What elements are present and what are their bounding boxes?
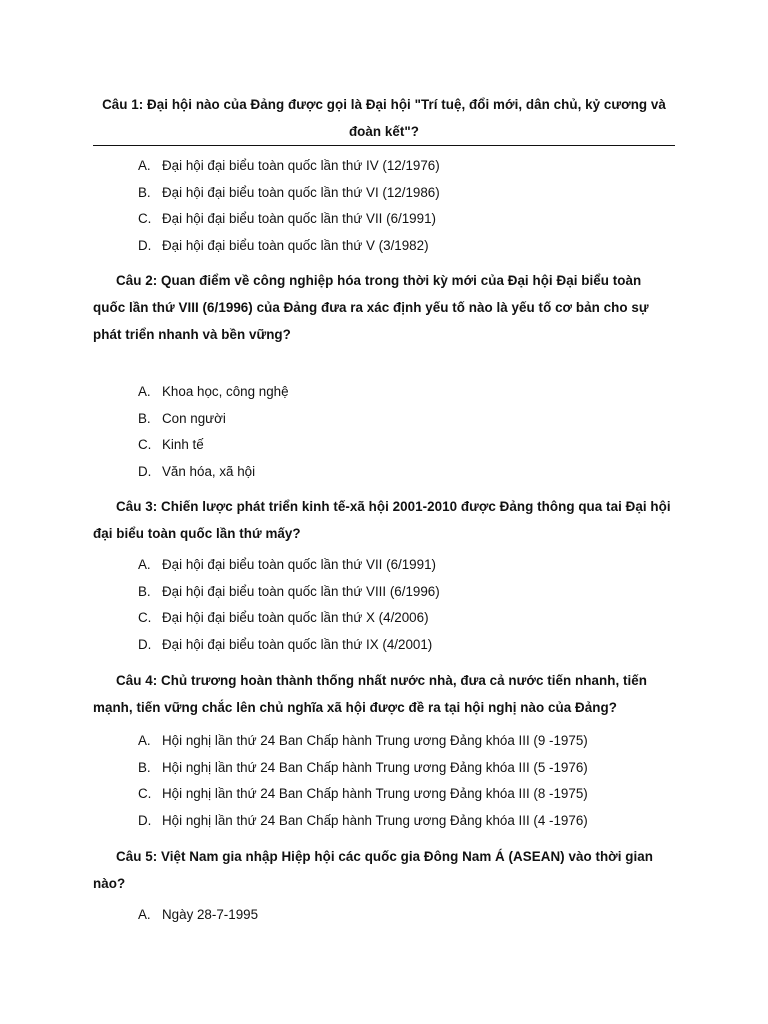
option-text: Hội nghị lần thứ 24 Ban Chấp hành Trung ương Đảng khóa III (4 -1976) <box>162 812 588 828</box>
option-text: Đại hội đại biểu toàn quốc lần thứ V (3/1982) <box>162 237 429 253</box>
option-1d <box>138 233 440 260</box>
option-letter: A. <box>138 907 151 922</box>
option-text: Ngày 28-7-1995 <box>162 907 259 922</box>
question-4-options <box>138 728 588 834</box>
question-2-options <box>138 379 289 485</box>
option-3d <box>138 632 440 659</box>
option-5a <box>138 902 258 929</box>
option-2a <box>138 379 289 406</box>
option-text: Hội nghị lần thứ 24 Ban Chấp hành Trung ương Đảng khóa III (5 -1976) <box>162 759 588 775</box>
option-text: Con người <box>162 410 226 426</box>
option-2d <box>138 459 289 486</box>
option-text: Đại hội đại biểu toàn quốc lần thứ X (4/2006) <box>162 610 429 626</box>
question-5-options <box>138 902 258 929</box>
option-text: Hội nghị lần thứ 24 Ban Chấp hành Trung ương Đảng khóa III (8 -1975) <box>162 786 588 802</box>
option-letter: A. <box>138 384 151 399</box>
option-1b <box>138 180 440 207</box>
option-3a <box>138 552 440 579</box>
question-5-text: Câu 5: Việt Nam gia nhập Hiệp hội các quốc gia Đông Nam Á (ASEAN) vào thời gian nào? <box>93 849 654 891</box>
option-letter: A. <box>138 733 151 748</box>
question-3 <box>93 493 675 547</box>
question-4 <box>93 667 675 721</box>
option-letter: C. <box>138 211 152 227</box>
option-1c <box>138 206 440 233</box>
option-letter: D. <box>138 237 152 253</box>
option-text: Đại hội đại biểu toàn quốc lần thứ IV (12/1976) <box>162 158 440 173</box>
question-3-text: Câu 3: Chiến lược phát triển kinh tế-xã hội 2001-2010 được Đảng thông qua tai Đại hội đại biểu toàn quốc lần thứ mấy? <box>93 499 671 541</box>
option-text: Đại hội đại biểu toàn quốc lần thứ VIII (6/1996) <box>162 583 440 599</box>
option-letter: C. <box>138 437 152 453</box>
question-5 <box>93 843 675 897</box>
option-4c <box>138 781 588 808</box>
option-text: Đại hội đại biểu toàn quốc lần thứ IX (4/2001) <box>162 636 433 652</box>
option-letter: B. <box>138 410 151 426</box>
option-text: Hội nghị lần thứ 24 Ban Chấp hành Trung ương Đảng khóa III (9 -1975) <box>162 733 588 748</box>
option-text: Đại hội đại biểu toàn quốc lần thứ VII (6/1991) <box>162 211 436 227</box>
question-2-text: Câu 2: Quan điểm về công nghiệp hóa trong thời kỳ mới của Đại hội Đại biểu toàn quốc lần thứ VIII (6/1996) của Đảng đưa ra xác định yếu tố nào là yếu tố cơ bản cho sự phát triển nhanh và bền vững? <box>93 273 649 342</box>
question-4-text: Câu 4: Chủ trương hoàn thành thống nhất nước nhà, đưa cả nước tiến nhanh, tiến mạnh, tiến vững chắc lên chủ nghĩa xã hội được đề ra tại hội nghị nào của Đảng? <box>93 673 647 715</box>
option-text: Khoa học, công nghệ <box>162 384 289 399</box>
option-text: Văn hóa, xã hội <box>162 463 256 479</box>
option-4a <box>138 728 588 755</box>
option-3c <box>138 605 440 632</box>
option-4b <box>138 755 588 782</box>
option-1a <box>138 153 440 180</box>
question-3-options <box>138 552 440 658</box>
option-letter: D. <box>138 812 152 828</box>
option-3b <box>138 579 440 606</box>
option-letter: D. <box>138 463 152 479</box>
question-1-text: Câu 1: Đại hội nào của Đảng được gọi là Đại hội "Trí tuệ, đổi mới, dân chủ, kỷ cương và đoàn kết"? <box>102 97 666 139</box>
option-4d <box>138 808 588 835</box>
option-letter: C. <box>138 786 152 802</box>
option-letter: D. <box>138 636 152 652</box>
option-text: Đại hội đại biểu toàn quốc lần thứ VI (12/1986) <box>162 184 440 200</box>
option-text: Đại hội đại biểu toàn quốc lần thứ VII (6/1991) <box>162 557 436 572</box>
option-2c <box>138 432 289 459</box>
question-1 <box>93 91 675 146</box>
option-letter: B. <box>138 184 151 200</box>
option-text: Kinh tế <box>162 437 204 453</box>
question-2 <box>93 267 675 348</box>
option-letter: C. <box>138 610 152 626</box>
option-letter: B. <box>138 583 151 599</box>
option-letter: A. <box>138 557 151 572</box>
question-1-options <box>138 153 440 259</box>
option-letter: B. <box>138 759 151 775</box>
option-letter: A. <box>138 158 151 173</box>
option-2b <box>138 406 289 433</box>
